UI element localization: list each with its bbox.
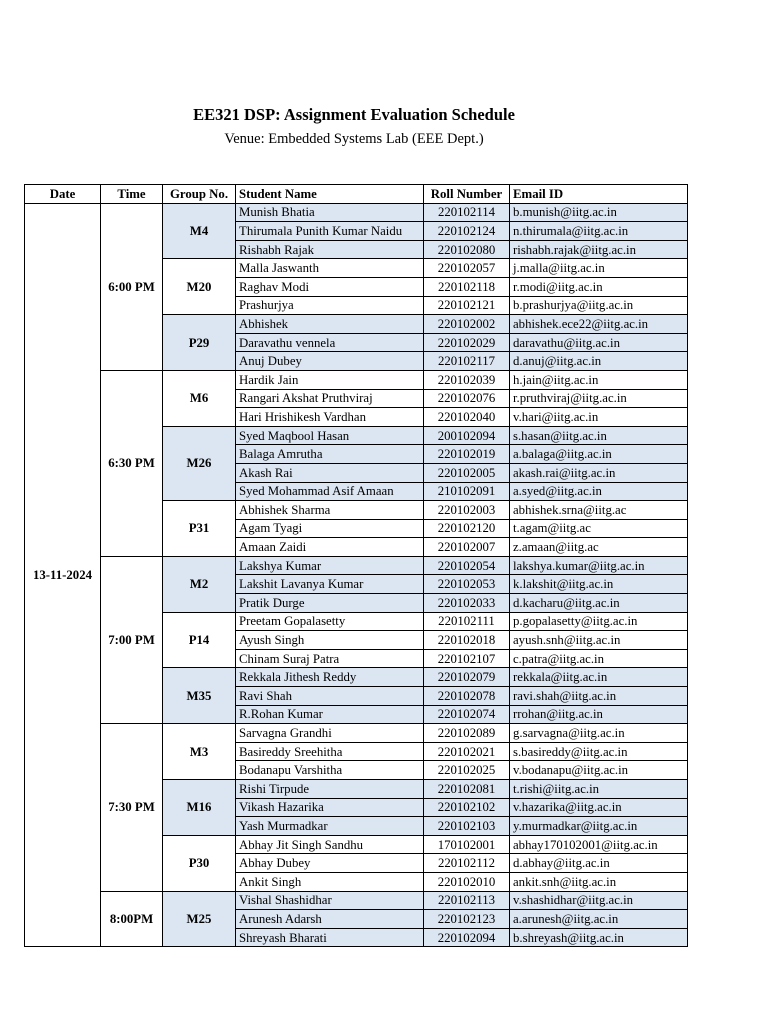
roll-number-cell: 220102107 — [424, 649, 510, 668]
group-cell: M26 — [163, 426, 236, 500]
email-cell: b.munish@iitg.ac.in — [510, 203, 688, 222]
header-row — [25, 185, 688, 204]
roll-number-cell: 220102079 — [424, 668, 510, 687]
page-title: EE321 DSP: Assignment Evaluation Schedule — [193, 105, 515, 124]
time-cell: 8:00PM — [101, 891, 163, 947]
student-name-cell: Amaan Zaidi — [236, 538, 424, 557]
group-cell: M20 — [163, 259, 236, 315]
student-name-cell: Balaga Amrutha — [236, 445, 424, 464]
roll-number-cell: 220102118 — [424, 277, 510, 296]
student-name-cell: Raghav Modi — [236, 277, 424, 296]
email-cell: akash.rai@iitg.ac.in — [510, 463, 688, 482]
roll-number-cell: 220102120 — [424, 519, 510, 538]
roll-number-cell: 220102010 — [424, 872, 510, 891]
schedule-table — [24, 184, 688, 947]
email-cell: c.patra@iitg.ac.in — [510, 649, 688, 668]
email-cell: a.syed@iitg.ac.in — [510, 482, 688, 501]
table-row — [25, 370, 688, 389]
email-cell: y.murmadkar@iitg.ac.in — [510, 817, 688, 836]
roll-number-cell: 220102039 — [424, 370, 510, 389]
roll-number-cell: 220102076 — [424, 389, 510, 408]
student-name-cell: Agam Tyagi — [236, 519, 424, 538]
email-cell: d.kacharu@iitg.ac.in — [510, 594, 688, 613]
header-date: Date — [25, 185, 101, 204]
email-cell: a.arunesh@iitg.ac.in — [510, 910, 688, 929]
roll-number-cell: 220102121 — [424, 296, 510, 315]
student-name-cell: Syed Mohammad Asif Amaan — [236, 482, 424, 501]
student-name-cell: Abhay Dubey — [236, 854, 424, 873]
roll-number-cell: 220102113 — [424, 891, 510, 910]
email-cell: v.bodanapu@iitg.ac.in — [510, 761, 688, 780]
student-name-cell: Lakshit Lavanya Kumar — [236, 575, 424, 594]
email-cell: ayush.snh@iitg.ac.in — [510, 631, 688, 650]
student-name-cell: Yash Murmadkar — [236, 817, 424, 836]
roll-number-cell: 220102080 — [424, 240, 510, 259]
roll-number-cell: 200102094 — [424, 426, 510, 445]
student-name-cell: Abhay Jit Singh Sandhu — [236, 835, 424, 854]
roll-number-cell: 170102001 — [424, 835, 510, 854]
email-cell: z.amaan@iitg.ac — [510, 538, 688, 557]
group-cell: M4 — [163, 203, 236, 259]
group-cell: P29 — [163, 315, 236, 371]
roll-number-cell: 220102112 — [424, 854, 510, 873]
venue-subtitle: Venue: Embedded Systems Lab (EEE Dept.) — [224, 131, 484, 147]
roll-number-cell: 220102081 — [424, 780, 510, 799]
student-name-cell: Ankit Singh — [236, 872, 424, 891]
roll-number-cell: 220102033 — [424, 594, 510, 613]
roll-number-cell: 220102123 — [424, 910, 510, 929]
email-cell: lakshya.kumar@iitg.ac.in — [510, 556, 688, 575]
time-cell: 6:00 PM — [101, 203, 163, 370]
email-cell: g.sarvagna@iitg.ac.in — [510, 724, 688, 743]
roll-number-cell: 220102078 — [424, 687, 510, 706]
roll-number-cell: 220102040 — [424, 408, 510, 427]
student-name-cell: Anuj Dubey — [236, 352, 424, 371]
group-cell: P14 — [163, 612, 236, 668]
student-name-cell: Rangari Akshat Pruthviraj — [236, 389, 424, 408]
student-name-cell: Prashurjya — [236, 296, 424, 315]
group-cell: M2 — [163, 556, 236, 612]
student-name-cell: Vikash Hazarika — [236, 798, 424, 817]
email-cell: v.shashidhar@iitg.ac.in — [510, 891, 688, 910]
student-name-cell: Rishi Tirpude — [236, 780, 424, 799]
email-cell: k.lakshit@iitg.ac.in — [510, 575, 688, 594]
roll-number-cell: 220102057 — [424, 259, 510, 278]
email-cell: n.thirumala@iitg.ac.in — [510, 222, 688, 241]
email-cell: j.malla@iitg.ac.in — [510, 259, 688, 278]
roll-number-cell: 220102111 — [424, 612, 510, 631]
roll-number-cell: 220102117 — [424, 352, 510, 371]
student-name-cell: Vishal Shashidhar — [236, 891, 424, 910]
header-student-name: Student Name — [236, 185, 424, 204]
email-cell: abhay170102001@iitg.ac.in — [510, 835, 688, 854]
email-cell: h.jain@iitg.ac.in — [510, 370, 688, 389]
student-name-cell: Lakshya Kumar — [236, 556, 424, 575]
student-name-cell: Pratik Durge — [236, 594, 424, 613]
table-row — [25, 891, 688, 910]
student-name-cell: Munish Bhatia — [236, 203, 424, 222]
roll-number-cell: 220102114 — [424, 203, 510, 222]
group-cell: P30 — [163, 835, 236, 891]
group-cell: P31 — [163, 501, 236, 557]
email-cell: abhishek.srna@iitg.ac — [510, 501, 688, 520]
roll-number-cell: 220102053 — [424, 575, 510, 594]
student-name-cell: Chinam Suraj Patra — [236, 649, 424, 668]
group-cell: M3 — [163, 724, 236, 780]
roll-number-cell: 220102003 — [424, 501, 510, 520]
roll-number-cell: 220102007 — [424, 538, 510, 557]
student-name-cell: Ayush Singh — [236, 631, 424, 650]
email-cell: v.hazarika@iitg.ac.in — [510, 798, 688, 817]
roll-number-cell: 220102089 — [424, 724, 510, 743]
student-name-cell: Malla Jaswanth — [236, 259, 424, 278]
email-cell: v.hari@iitg.ac.in — [510, 408, 688, 427]
header-group: Group No. — [163, 185, 236, 204]
email-cell: d.abhay@iitg.ac.in — [510, 854, 688, 873]
email-cell: b.prashurjya@iitg.ac.in — [510, 296, 688, 315]
header-time: Time — [101, 185, 163, 204]
header-roll-number: Roll Number — [424, 185, 510, 204]
student-name-cell: Syed Maqbool Hasan — [236, 426, 424, 445]
roll-number-cell: 220102094 — [424, 928, 510, 947]
email-cell: d.anuj@iitg.ac.in — [510, 352, 688, 371]
student-name-cell: Rishabh Rajak — [236, 240, 424, 259]
email-cell: t.agam@iitg.ac — [510, 519, 688, 538]
email-cell: abhishek.ece22@iitg.ac.in — [510, 315, 688, 334]
roll-number-cell: 220102124 — [424, 222, 510, 241]
email-cell: rekkala@iitg.ac.in — [510, 668, 688, 687]
time-cell: 7:00 PM — [101, 556, 163, 723]
email-cell: rishabh.rajak@iitg.ac.in — [510, 240, 688, 259]
table-row — [25, 724, 688, 743]
student-name-cell: Rekkala Jithesh Reddy — [236, 668, 424, 687]
roll-number-cell: 220102005 — [424, 463, 510, 482]
student-name-cell: R.Rohan Kumar — [236, 705, 424, 724]
time-cell: 6:30 PM — [101, 370, 163, 556]
roll-number-cell: 220102103 — [424, 817, 510, 836]
group-cell: M6 — [163, 370, 236, 426]
student-name-cell: Abhishek Sharma — [236, 501, 424, 520]
roll-number-cell: 220102102 — [424, 798, 510, 817]
email-cell: r.pruthviraj@iitg.ac.in — [510, 389, 688, 408]
email-cell: r.modi@iitg.ac.in — [510, 277, 688, 296]
table-row — [25, 203, 688, 222]
schedule-body — [25, 203, 688, 947]
student-name-cell: Abhishek — [236, 315, 424, 334]
student-name-cell: Thirumala Punith Kumar Naidu — [236, 222, 424, 241]
group-cell: M16 — [163, 780, 236, 836]
email-cell: daravathu@iitg.ac.in — [510, 333, 688, 352]
student-name-cell: Hardik Jain — [236, 370, 424, 389]
roll-number-cell: 220102019 — [424, 445, 510, 464]
email-cell: p.gopalasetty@iitg.ac.in — [510, 612, 688, 631]
student-name-cell: Ravi Shah — [236, 687, 424, 706]
date-cell: 13-11-2024 — [25, 203, 101, 947]
roll-number-cell: 220102002 — [424, 315, 510, 334]
roll-number-cell: 220102018 — [424, 631, 510, 650]
roll-number-cell: 220102054 — [424, 556, 510, 575]
student-name-cell: Sarvagna Grandhi — [236, 724, 424, 743]
student-name-cell: Bodanapu Varshitha — [236, 761, 424, 780]
table-row — [25, 556, 688, 575]
email-cell: rrohan@iitg.ac.in — [510, 705, 688, 724]
roll-number-cell: 220102074 — [424, 705, 510, 724]
student-name-cell: Akash Rai — [236, 463, 424, 482]
roll-number-cell: 210102091 — [424, 482, 510, 501]
roll-number-cell: 220102025 — [424, 761, 510, 780]
header-email: Email ID — [510, 185, 688, 204]
email-cell: s.basireddy@iitg.ac.in — [510, 742, 688, 761]
email-cell: ravi.shah@iitg.ac.in — [510, 687, 688, 706]
student-name-cell: Preetam Gopalasetty — [236, 612, 424, 631]
email-cell: b.shreyash@iitg.ac.in — [510, 928, 688, 947]
group-cell: M25 — [163, 891, 236, 947]
email-cell: ankit.snh@iitg.ac.in — [510, 872, 688, 891]
email-cell: t.rishi@iitg.ac.in — [510, 780, 688, 799]
student-name-cell: Hari Hrishikesh Vardhan — [236, 408, 424, 427]
student-name-cell: Daravathu vennela — [236, 333, 424, 352]
group-cell: M35 — [163, 668, 236, 724]
student-name-cell: Shreyash Bharati — [236, 928, 424, 947]
email-cell: a.balaga@iitg.ac.in — [510, 445, 688, 464]
email-cell: s.hasan@iitg.ac.in — [510, 426, 688, 445]
roll-number-cell: 220102029 — [424, 333, 510, 352]
roll-number-cell: 220102021 — [424, 742, 510, 761]
student-name-cell: Arunesh Adarsh — [236, 910, 424, 929]
student-name-cell: Basireddy Sreehitha — [236, 742, 424, 761]
time-cell: 7:30 PM — [101, 724, 163, 891]
